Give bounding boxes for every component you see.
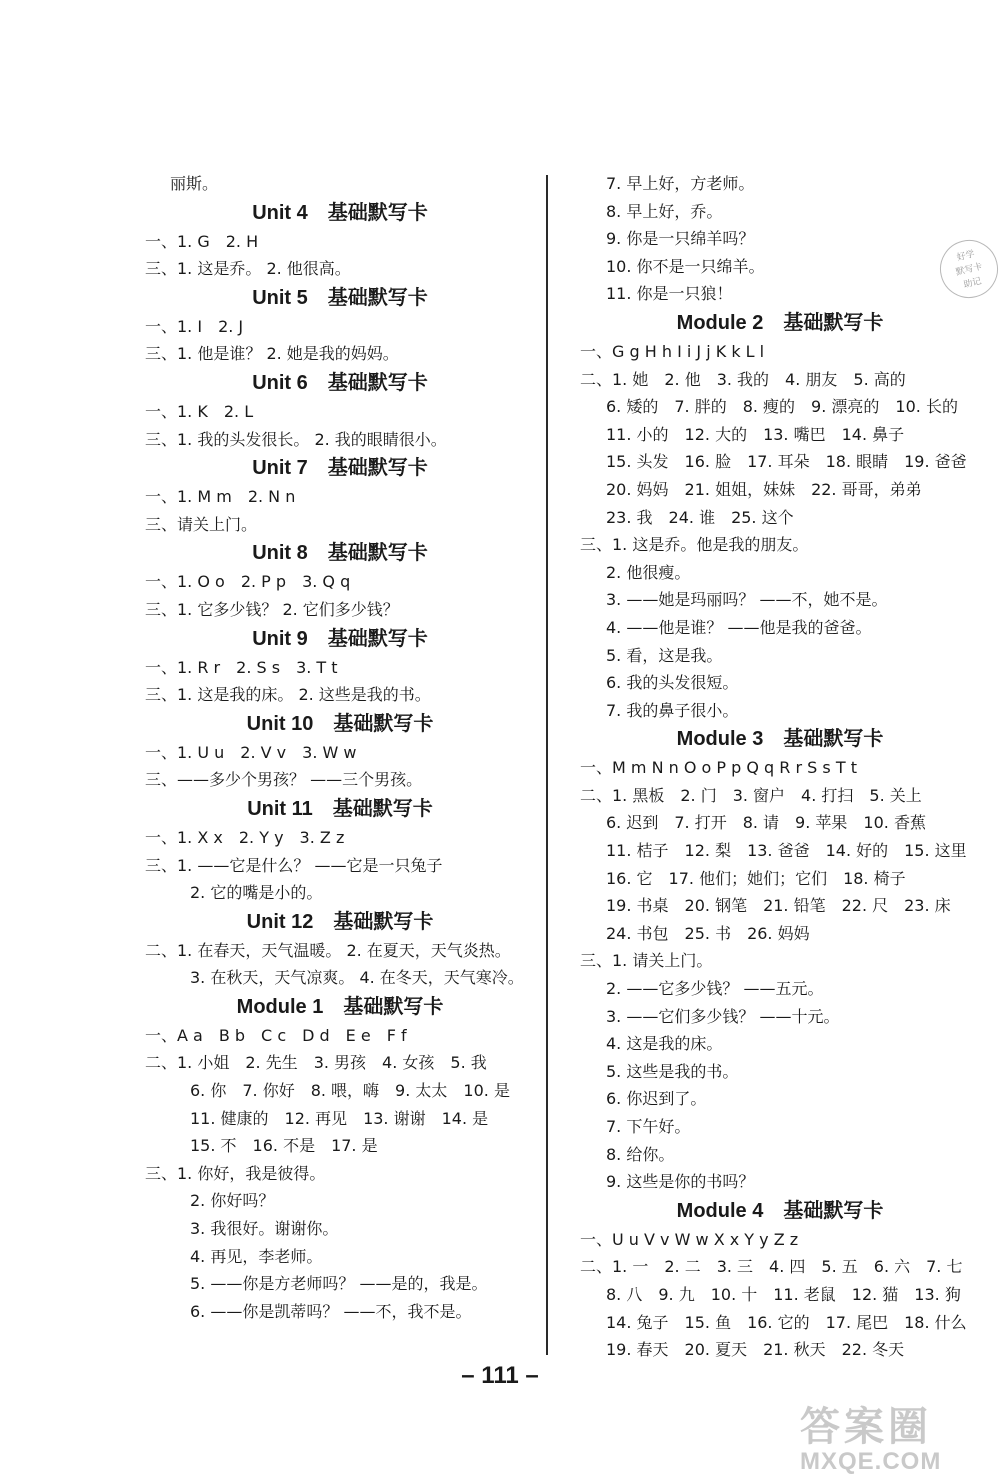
answer-line: 二、1. 一 2. 二 3. 三 4. 四 5. 五 6. 六 7. 七 [580,1257,963,1277]
answer-line: 19. 春天 20. 夏天 21. 秋天 22. 冬天 [606,1340,905,1360]
answer-line: 11. 桔子 12. 梨 13. 爸爸 14. 好的 15. 这里 [606,841,967,861]
page-number: – 111 – [461,1362,539,1389]
answer-line: 8. 八 9. 九 10. 十 11. 老鼠 12. 猫 13. 狗 [606,1284,961,1304]
answer-line: 6. ——你是凯蒂吗？ ——不，我不是。 [190,1301,472,1321]
section-heading: Unit 10 基础默写卡 [246,712,434,735]
answer-line: 三、1. 它多少钱？ 2. 它们多少钱？ [145,599,399,619]
answer-line: 一、1. R r 2. S s 3. T t [145,657,338,677]
answer-line: 三、1. 请关上门。 [580,951,713,971]
answer-line: 二、1. 黑板 2. 门 3. 窗户 4. 打扫 5. 关上 [580,785,922,805]
answer-line: 11. 你是一只狼！ [606,284,733,304]
answer-line: 3. ——她是玛丽吗？ ——不，她不是。 [606,590,888,610]
answer-line: 一、A a B b C c D d E e F f [145,1025,407,1045]
answer-line: 一、1. K 2. L [145,401,254,421]
watermark-text: 答案圈 [800,1404,932,1450]
answer-line: 15. 不 16. 不是 17. 是 [190,1136,378,1156]
answer-line: 三、——多少个男孩？ ——三个男孩。 [145,770,423,790]
answer-line: 三、1. 你好，我是彼得。 [145,1163,326,1183]
answer-line: 20. 妈妈 21. 姐姐，妹妹 22. 哥哥，弟弟 [606,479,922,499]
stamp-line: 默写卡 [954,261,984,279]
answer-line: 6. 你迟到了。 [606,1089,707,1109]
answer-line: 3. ——它们多少钱？ ——十元。 [606,1006,840,1026]
answer-line: 8. 早上好，乔。 [606,201,723,221]
answer-line: 一、G g H h I i J j K k L l [580,341,765,361]
answer-line: 6. 迟到 7. 打开 8. 请 9. 苹果 10. 香蕉 [606,813,926,833]
answer-line: 一、1. U u 2. V v 3. W w [145,742,357,762]
answer-line: 一、1. X x 2. Y y 3. Z z [145,827,345,847]
answer-line: 5. 看，这是我。 [606,645,723,665]
answer-line: 三、1. ——它是什么？ ——它是一只兔子 [145,855,443,875]
answer-line: 7. 早上好，方老师。 [606,174,755,193]
answer-line: 2. 你好吗？ [190,1191,275,1211]
answer-line: 一、U u V v W w X x Y y Z z [580,1229,799,1249]
answer-line: 三、1. 这是乔。 2. 他很高。 [145,259,351,279]
answer-line: 2. 它的嘴是小的。 [190,883,323,903]
answer-line: 一、1. M m 2. N n [145,487,296,507]
answer-line: 8. 给你。 [606,1144,675,1164]
answer-line: 6. 矮的 7. 胖的 8. 瘦的 9. 漂亮的 10. 长的 [606,397,958,417]
section-heading: Unit 7 基础默写卡 [252,457,428,480]
answer-line: 9. 这些是你的书吗？ [606,1172,755,1192]
answer-line: 一、1. G 2. H [145,231,259,251]
answer-line: 5. ——你是方老师吗？ ——是的，我是。 [190,1274,488,1294]
section-heading: Module 4 基础默写卡 [676,1199,884,1222]
answer-line: 23. 我 24. 谁 25. 这个 [606,507,794,527]
answer-line: 24. 书包 25. 书 26. 妈妈 [606,923,810,943]
answer-line: 19. 书桌 20. 钢笔 21. 铅笔 22. 尺 23. 床 [606,896,951,916]
answer-line: 11. 健康的 12. 再见 13. 谢谢 14. 是 [190,1108,489,1128]
answer-line: 2. 他很瘦。 [606,562,691,582]
section-heading: Module 2 基础默写卡 [676,311,884,334]
section-heading: Module 3 基础默写卡 [676,728,884,751]
answer-line: 三、1. 他是谁？ 2. 她是我的妈妈。 [145,344,399,364]
answer-line: 三、1. 这是我的床。 2. 这些是我的书。 [145,685,431,705]
answer-line: 三、1. 我的头发很长。 2. 我的眼睛很小。 [145,429,447,449]
watermark [800,1395,941,1476]
right-column [580,170,980,1364]
answer-line: 5. 这些是我的书。 [606,1061,739,1081]
answer-line: 2. ——它多少钱？ ——五元。 [606,979,824,999]
answer-line: 7. 我的鼻子很小。 [606,700,739,720]
answer-line: 二、1. 小姐 2. 先生 3. 男孩 4. 女孩 5. 我 [145,1053,487,1073]
answer-line: 6. 我的头发很短。 [606,673,739,693]
answer-line: 16. 它 17. 他们；她们；它们 18. 椅子 [606,868,906,888]
stamp-line: 好学 [955,249,976,264]
answer-line: 6. 你 7. 你好 8. 喂，嗨 9. 太太 10. 是 [190,1081,510,1101]
answer-line: 14. 兔子 15. 鱼 16. 它的 17. 尾巴 18. 什么 [606,1312,967,1332]
answer-line: 11. 小的 12. 大的 13. 嘴巴 14. 鼻子 [606,424,905,444]
section-heading: Unit 6 基础默写卡 [252,371,428,394]
watermark-url: MXQE.COM [800,1448,942,1475]
answer-line: 15. 头发 16. 脸 17. 耳朵 18. 眼睛 19. 爸爸 [606,452,967,472]
section-heading: Unit 12 基础默写卡 [246,910,434,933]
answer-line: 10. 你不是一只绵羊。 [606,256,765,276]
section-heading: Unit 11 基础默写卡 [247,797,433,820]
section-heading: Unit 5 基础默写卡 [252,286,428,309]
answer-line: 三、1. 这是乔。他是我的朋友。 [580,535,809,555]
answer-line: 二、1. 她 2. 他 3. 我的 4. 朋友 5. 高的 [580,369,906,389]
left-column [145,170,535,1325]
answer-line: 4. 再见，李老师。 [190,1246,323,1266]
answer-line: 4. ——他是谁？ ——他是我的爸爸。 [606,617,872,637]
answer-line: 三、请关上门。 [145,514,258,534]
answer-line: 一、M m N n O o P p Q q R r S s T t [580,758,857,778]
answer-line: 9. 你是一只绵羊吗？ [606,229,755,249]
answer-line: 3. 在秋天，天气凉爽。 4. 在冬天，天气寒冷。 [190,968,524,988]
answer-line: 二、1. 在春天，天气温暖。 2. 在夏天，天气炎热。 [145,940,511,960]
section-heading: Unit 4 基础默写卡 [252,201,428,224]
answer-line: 一、1. O o 2. P p 3. Q q [145,572,351,592]
stamp-line: 助记 [962,276,983,291]
answer-line: 一、1. I 2. J [145,316,244,336]
section-heading: Unit 9 基础默写卡 [252,627,428,650]
answer-line: 4. 这是我的床。 [606,1034,723,1054]
section-heading: Unit 8 基础默写卡 [252,542,428,565]
answer-line: 3. 我很好。谢谢你。 [190,1219,339,1239]
answer-line: 7. 下午好。 [606,1117,691,1136]
column-divider [546,175,548,1355]
answer-line: 丽斯。 [170,174,219,193]
section-heading: Module 1 基础默写卡 [236,995,444,1018]
